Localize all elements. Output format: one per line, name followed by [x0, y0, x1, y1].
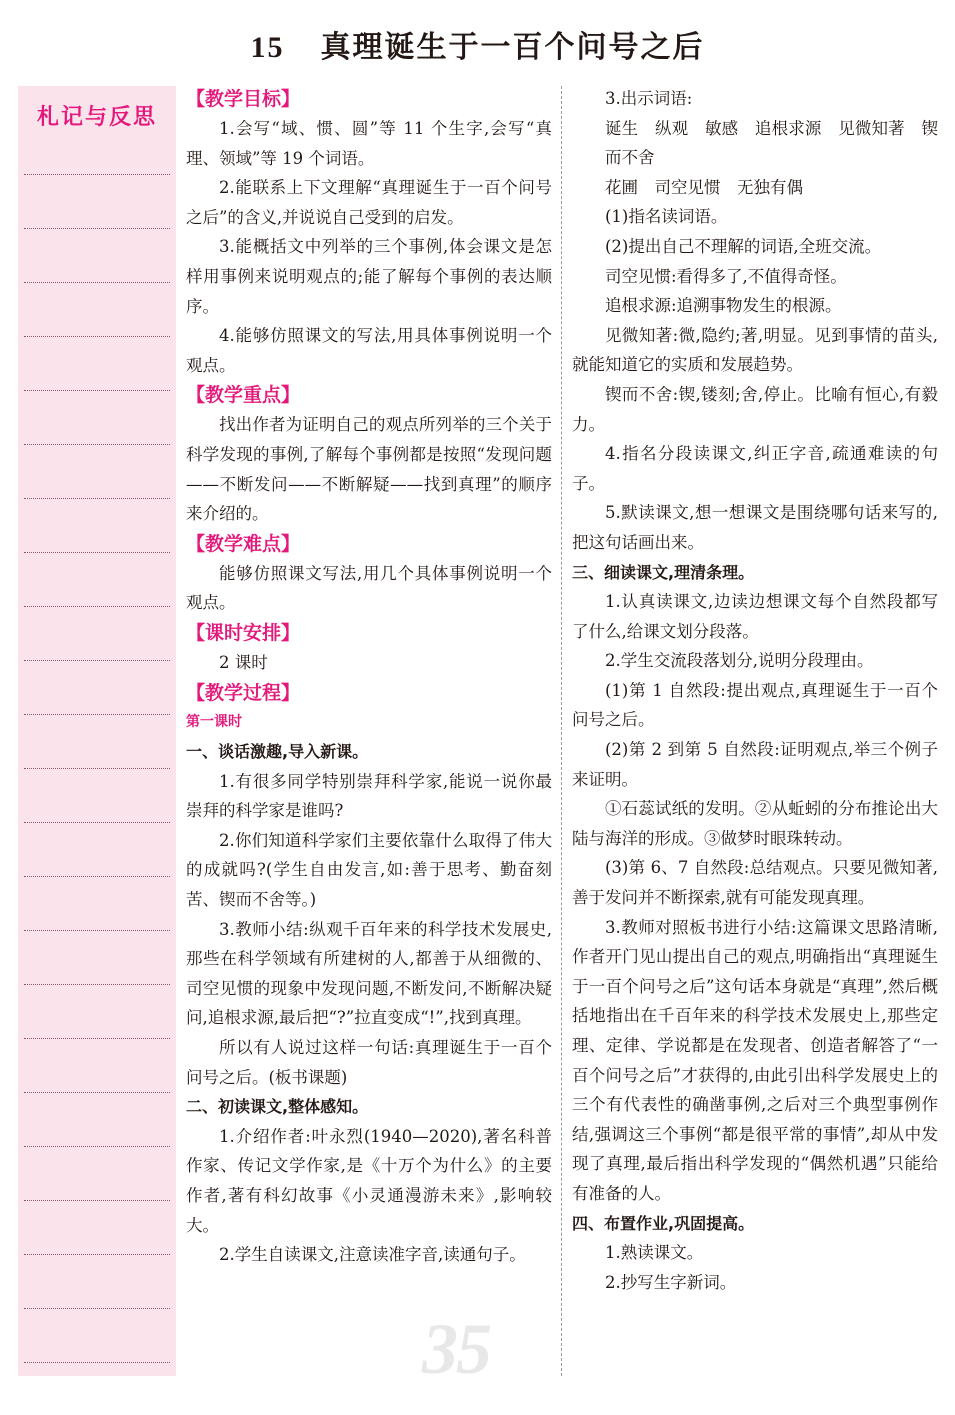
paragraph: 3.教师小结:纵观千百年来的科学技术发展史,那些在科学领域有所建树的人,都善于从细微的、司空见惯的现象中发现问题,不断发问,不断解决疑问,追根求源,最后把“?”拉直变成“!”,找到真理。 [186, 919, 552, 1028]
sidebar-heading: 札记与反思 [36, 105, 157, 130]
note-line [24, 984, 170, 985]
paragraph: ①石蕊试纸的发明。②从蚯蚓的分布推论出大陆与海洋的形成。③做梦时眼珠转动。 [572, 799, 938, 848]
paragraph: 锲而不舍:锲,镂刻;舍,停止。比喻有恒心,有毅力。 [572, 384, 938, 434]
note-line [24, 822, 170, 823]
paragraph: 所以有人说过这样一句话:真理诞生于一百个问号之后。(板书课题) [186, 1038, 552, 1087]
section-heading-key: 【教学重点】 [186, 384, 301, 407]
difficulty-text: 能够仿照课文写法,用几个具体事例说明一个观点。 [186, 563, 552, 613]
paragraph: 4.指名分段读课文,纠正字音,疏通难读的句子。 [572, 444, 938, 493]
note-line [24, 1362, 170, 1363]
section-heading-schedule: 【课时安排】 [186, 621, 301, 644]
step-heading: 四、布置作业,巩固提高。 [572, 1213, 755, 1233]
note-line [24, 228, 170, 229]
paragraph: 2.学生自读课文,注意读准字音,读通句子。 [219, 1245, 526, 1265]
paragraph: (2)第 2 到第 5 自然段:证明观点,举三个例子来证明。 [572, 740, 938, 789]
paragraph: 2.抄写生字新词。 [605, 1272, 737, 1292]
paragraph: 司空见惯:看得多了,不值得奇怪。 [605, 266, 847, 286]
right-column [572, 84, 938, 1297]
paragraph: 见微知著:微,隐约;著,明显。见到事情的苗头,就能知道它的实质和发展趋势。 [572, 325, 938, 375]
paragraph: 1.认真读课文,边读边想课文每个自然段都写了什么,给课文划分段落。 [572, 592, 938, 641]
page-title [0, 22, 955, 66]
goal-item: 2.能联系上下文理解“真理诞生于一百个问号之后”的含义,并说说自己受到的启发。 [186, 178, 552, 227]
note-line [24, 714, 170, 715]
note-line [24, 444, 170, 445]
word-list: 花圃 司空见惯 无独有偶 [605, 177, 803, 197]
word-list: 诞生 纵观 敏感 追根求源 见微知著 锲而不舍 [605, 118, 938, 168]
section-heading-goals: 【教学目标】 [186, 88, 301, 110]
step-heading: 二、初读课文,整体感知。 [186, 1097, 369, 1117]
note-line [24, 930, 170, 931]
paragraph: 1.有很多同学特别崇拜科学家,能说一说你最崇拜的科学家是谁吗? [186, 771, 552, 821]
goal-item: 1.会写“域、惯、圆”等 11 个生字,会写“真理、领域”等 19 个词语。 [186, 119, 552, 168]
note-line [24, 768, 170, 769]
lesson-title: 真理诞生于一百个问号之后 [320, 30, 705, 65]
paragraph: 2.学生交流段落划分,说明分段理由。 [605, 651, 874, 671]
key-point-text: 找出作者为证明自己的观点所列举的三个关于科学发现的事例,了解每个事例都是按照“发现问题——不断发问——不断解疑——找到真理”的顺序来介绍的。 [186, 415, 552, 524]
note-line [24, 1092, 170, 1093]
note-line [24, 498, 170, 499]
paragraph: (3)第 6、7 自然段:总结观点。只要见微知著,善于发问并不断探索,就有可能发现真理。 [572, 858, 938, 908]
page-number: 35 [422, 1309, 490, 1389]
lesson-number: 15 [250, 31, 285, 64]
notes-sidebar [18, 86, 176, 1376]
note-line [24, 876, 170, 877]
lesson-label: 第一课时 [186, 713, 242, 730]
note-line [24, 1200, 170, 1201]
section-heading-difficulty: 【教学难点】 [186, 532, 301, 555]
note-line [24, 660, 170, 661]
schedule-text: 2 课时 [219, 652, 268, 672]
paragraph: 1.介绍作者:叶永烈(1940—2020),著名科普作家、传记文学作家,是《十万个为什么》的主要作者,著有科幻故事《小灵通漫游未来》,影响较大。 [186, 1126, 552, 1235]
paragraph: 追根求源:追溯事物发生的根源。 [605, 296, 842, 316]
column-divider [561, 86, 562, 1376]
note-line [24, 552, 170, 553]
note-line [24, 1254, 170, 1255]
goal-item: 3.能概括文中列举的三个事例,体会课文是怎样用事例来说明观点的;能了解每个事例的表达顺序。 [186, 237, 552, 316]
note-line [24, 282, 170, 283]
paragraph: 3.教师对照板书进行小结:这篇课文思路清晰,作者开门见山提出自己的观点,明确指出“真理诞生于一百个问号之后”这句话本身就是“真理”,然后概括地指出在千百年来的科学技术发展史上,那些定理、定律、学说都是在发现者、创造者解答了“一百个问号之后”才获得的,由此引出科学发展史上的三个有代表性的确凿事例,之后对三个典型事例作结,强调这三个事例“都是很平常的事情”,却从中发现了真理,最后指出科学发现的“偶然机遇”只能给有准备的人。 [572, 917, 938, 1203]
paragraph: 3.出示词语: [605, 89, 693, 108]
goal-item: 4.能够仿照课文的写法,用具体事例说明一个观点。 [186, 326, 552, 375]
step-heading: 三、细读课文,理清条理。 [572, 562, 755, 582]
step-heading: 一、谈话激趣,导入新课。 [186, 742, 369, 762]
paragraph: 2.你们知道科学家们主要依靠什么取得了伟大的成就吗?(学生自由发言,如:善于思考、勤奋刻苦、锲而不舍等。) [186, 830, 552, 910]
note-line [24, 174, 170, 175]
note-line [24, 336, 170, 337]
section-heading-process: 【教学过程】 [186, 681, 301, 704]
paragraph: (1)指名读词语。 [605, 207, 728, 227]
note-line [24, 390, 170, 391]
note-line [24, 1038, 170, 1039]
note-line [24, 606, 170, 607]
left-column [186, 84, 552, 1270]
paragraph: (2)提出自己不理解的词语,全班交流。 [605, 236, 882, 256]
paragraph: (1)第 1 自然段:提出观点,真理诞生于一百个问号之后。 [572, 680, 938, 730]
paragraph: 5.默读课文,想一想课文是围绕哪句话来写的,把这句话画出来。 [572, 503, 938, 552]
note-line [24, 1308, 170, 1309]
note-line [24, 1146, 170, 1147]
paragraph: 1.熟读课文。 [605, 1243, 704, 1263]
